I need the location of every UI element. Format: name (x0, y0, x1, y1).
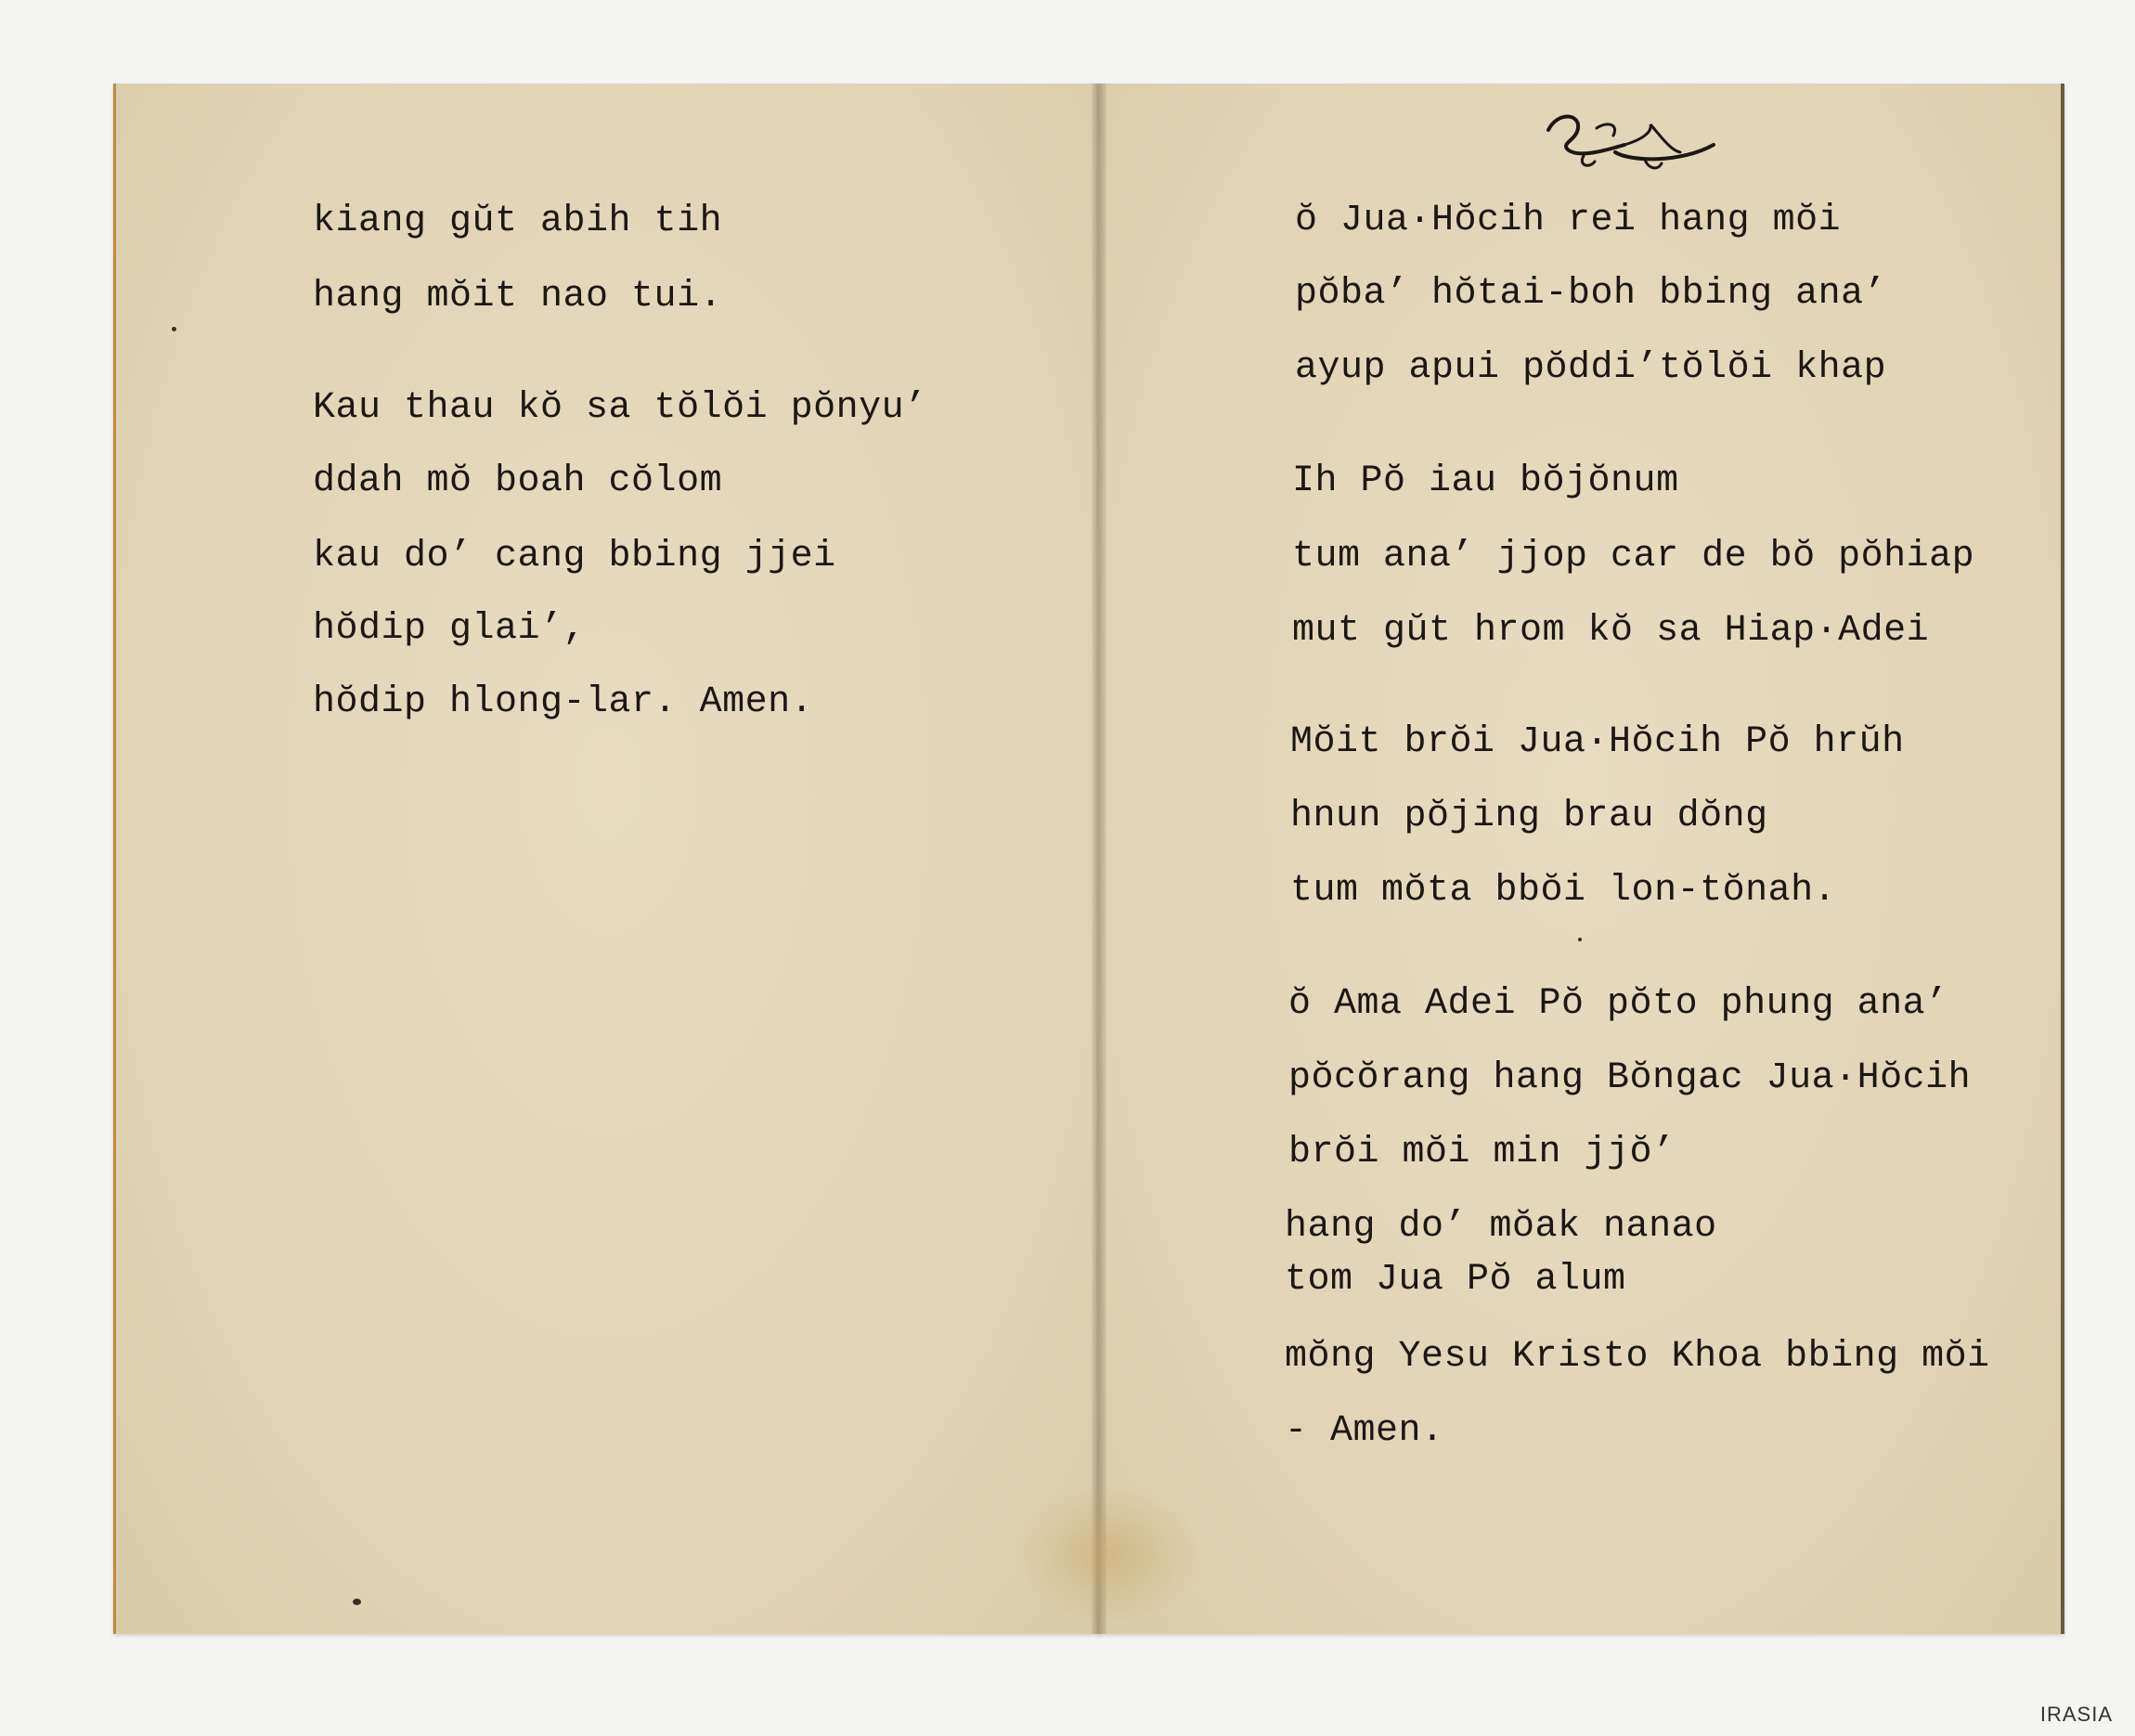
left-line: hŏdip glai’, (313, 608, 587, 650)
right-line: mut gŭt hrom kŏ sa Hiap·Adei (1292, 610, 1930, 652)
water-stain (1016, 1485, 1202, 1625)
ink-speck (353, 1599, 361, 1605)
right-line: - Amen. (1285, 1410, 1444, 1452)
right-line: Ih Pŏ iau bŏjŏnum (1292, 460, 1679, 502)
hand-drawn-ornament (1541, 104, 1727, 178)
right-line: brŏi mŏi min jjŏ’ (1288, 1132, 1676, 1173)
left-line: kau do’ cang bbing jjei (313, 536, 836, 577)
right-line: pŏba’ hŏtai-boh bbing ana’ (1295, 273, 1887, 315)
right-line: tom Jua Pŏ alum (1285, 1259, 1626, 1301)
right-line: mŏng Yesu Kristo Khoa bbing mŏi (1285, 1336, 1990, 1378)
left-line: Kau thau kŏ sa tŏlŏi pŏnyu’ (313, 387, 927, 429)
ink-speck (172, 327, 176, 331)
left-line: hang mŏit nao tui. (313, 276, 723, 317)
left-line: ddah mŏ boah cŏlom (313, 460, 723, 502)
right-line: pŏcŏrang hang Bŏngac Jua·Hŏcih (1288, 1057, 1972, 1099)
right-line: ŏ Ama Adei Pŏ pŏto phung ana’ (1288, 983, 1948, 1025)
right-line: tum mŏta bbŏi lon-tŏnah. (1290, 870, 1837, 912)
watermark-label: IRASIA (2039, 1703, 2113, 1726)
right-line: Mŏit brŏi Jua·Hŏcih Pŏ hrŭh (1290, 721, 1905, 763)
right-line: ayup apui pŏddi’tŏlŏi khap (1295, 347, 1887, 389)
right-line: hnun pŏjing brau dŏng (1290, 796, 1768, 837)
left-line: kiang gŭt abih tih (313, 201, 723, 242)
left-line: hŏdip hlong-lar. Amen. (313, 681, 814, 723)
right-line: hang do’ mŏak nanao (1285, 1206, 1717, 1248)
book-gutter (1092, 84, 1106, 1634)
ink-speck (1578, 938, 1582, 941)
right-line: tum ana’ jjop car de bŏ pŏhiap (1292, 536, 1975, 577)
right-line: ŏ Jua·Hŏcih rei hang mŏi (1295, 200, 1842, 241)
